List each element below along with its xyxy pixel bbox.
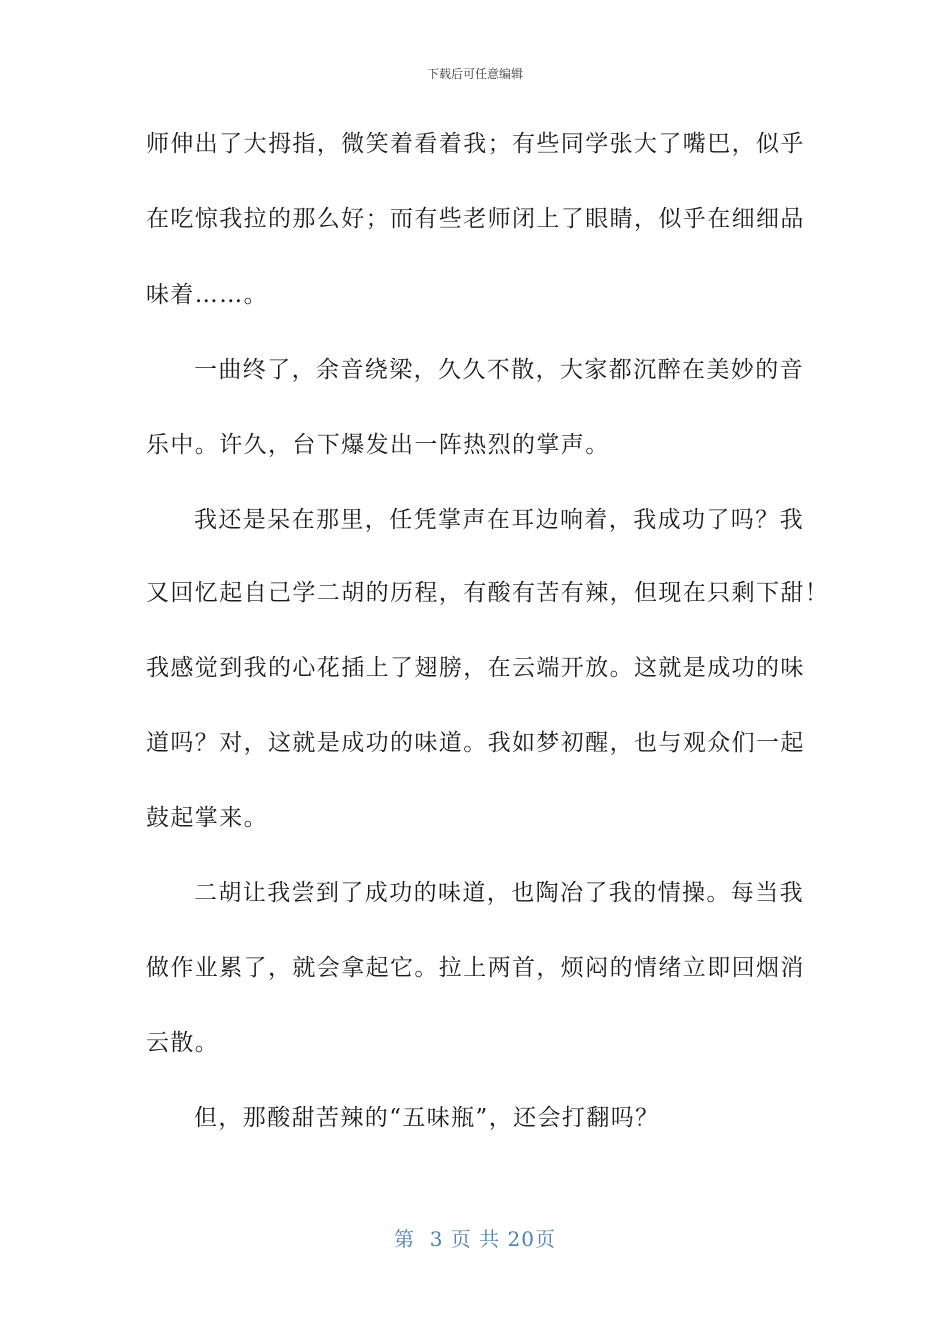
- text-line: 味着……。: [146, 282, 268, 308]
- text-line: 师伸出了大拇指，微笑着看着我；有些同学张大了嘴巴，似乎: [146, 131, 805, 157]
- page-header-note: 下载后可任意编辑: [426, 67, 523, 81]
- text-line: 道吗？对，这就是成功的味道。我如梦初醒，也与观众们一起: [146, 730, 805, 756]
- text-line: 云散。: [146, 1030, 220, 1056]
- paragraph-start-line: 但，那酸甜苦辣的“五味瓶”，还会打翻吗？: [194, 1105, 660, 1131]
- text-line: 做作业累了，就会拿起它。拉上两首，烦闷的情绪立即回烟消: [146, 955, 805, 981]
- paragraph-start-line: 我还是呆在那里，任凭掌声在耳边响着，我成功了吗？我: [194, 507, 804, 533]
- text-line: 在吃惊我拉的那么好；而有些老师闭上了眼睛，似乎在细细品: [146, 206, 805, 232]
- text-line: 又回忆起自己学二胡的历程，有酸有苦有辣，但现在只剩下甜！: [146, 580, 830, 606]
- page-number-footer: 第 3 页 共 20页: [394, 1227, 556, 1251]
- text-line: 我感觉到我的心花插上了翅膀，在云端开放。这就是成功的味: [146, 655, 805, 681]
- paragraph-start-line: 一曲终了，余音绕梁，久久不散，大家都沉醉在美妙的音: [194, 357, 804, 383]
- text-line: 鼓起掌来。: [146, 805, 268, 831]
- text-line: 乐中。许久，台下爆发出一阵热烈的掌声。: [146, 432, 610, 458]
- paragraph-start-line: 二胡让我尝到了成功的味道，也陶冶了我的情操。每当我: [194, 880, 804, 906]
